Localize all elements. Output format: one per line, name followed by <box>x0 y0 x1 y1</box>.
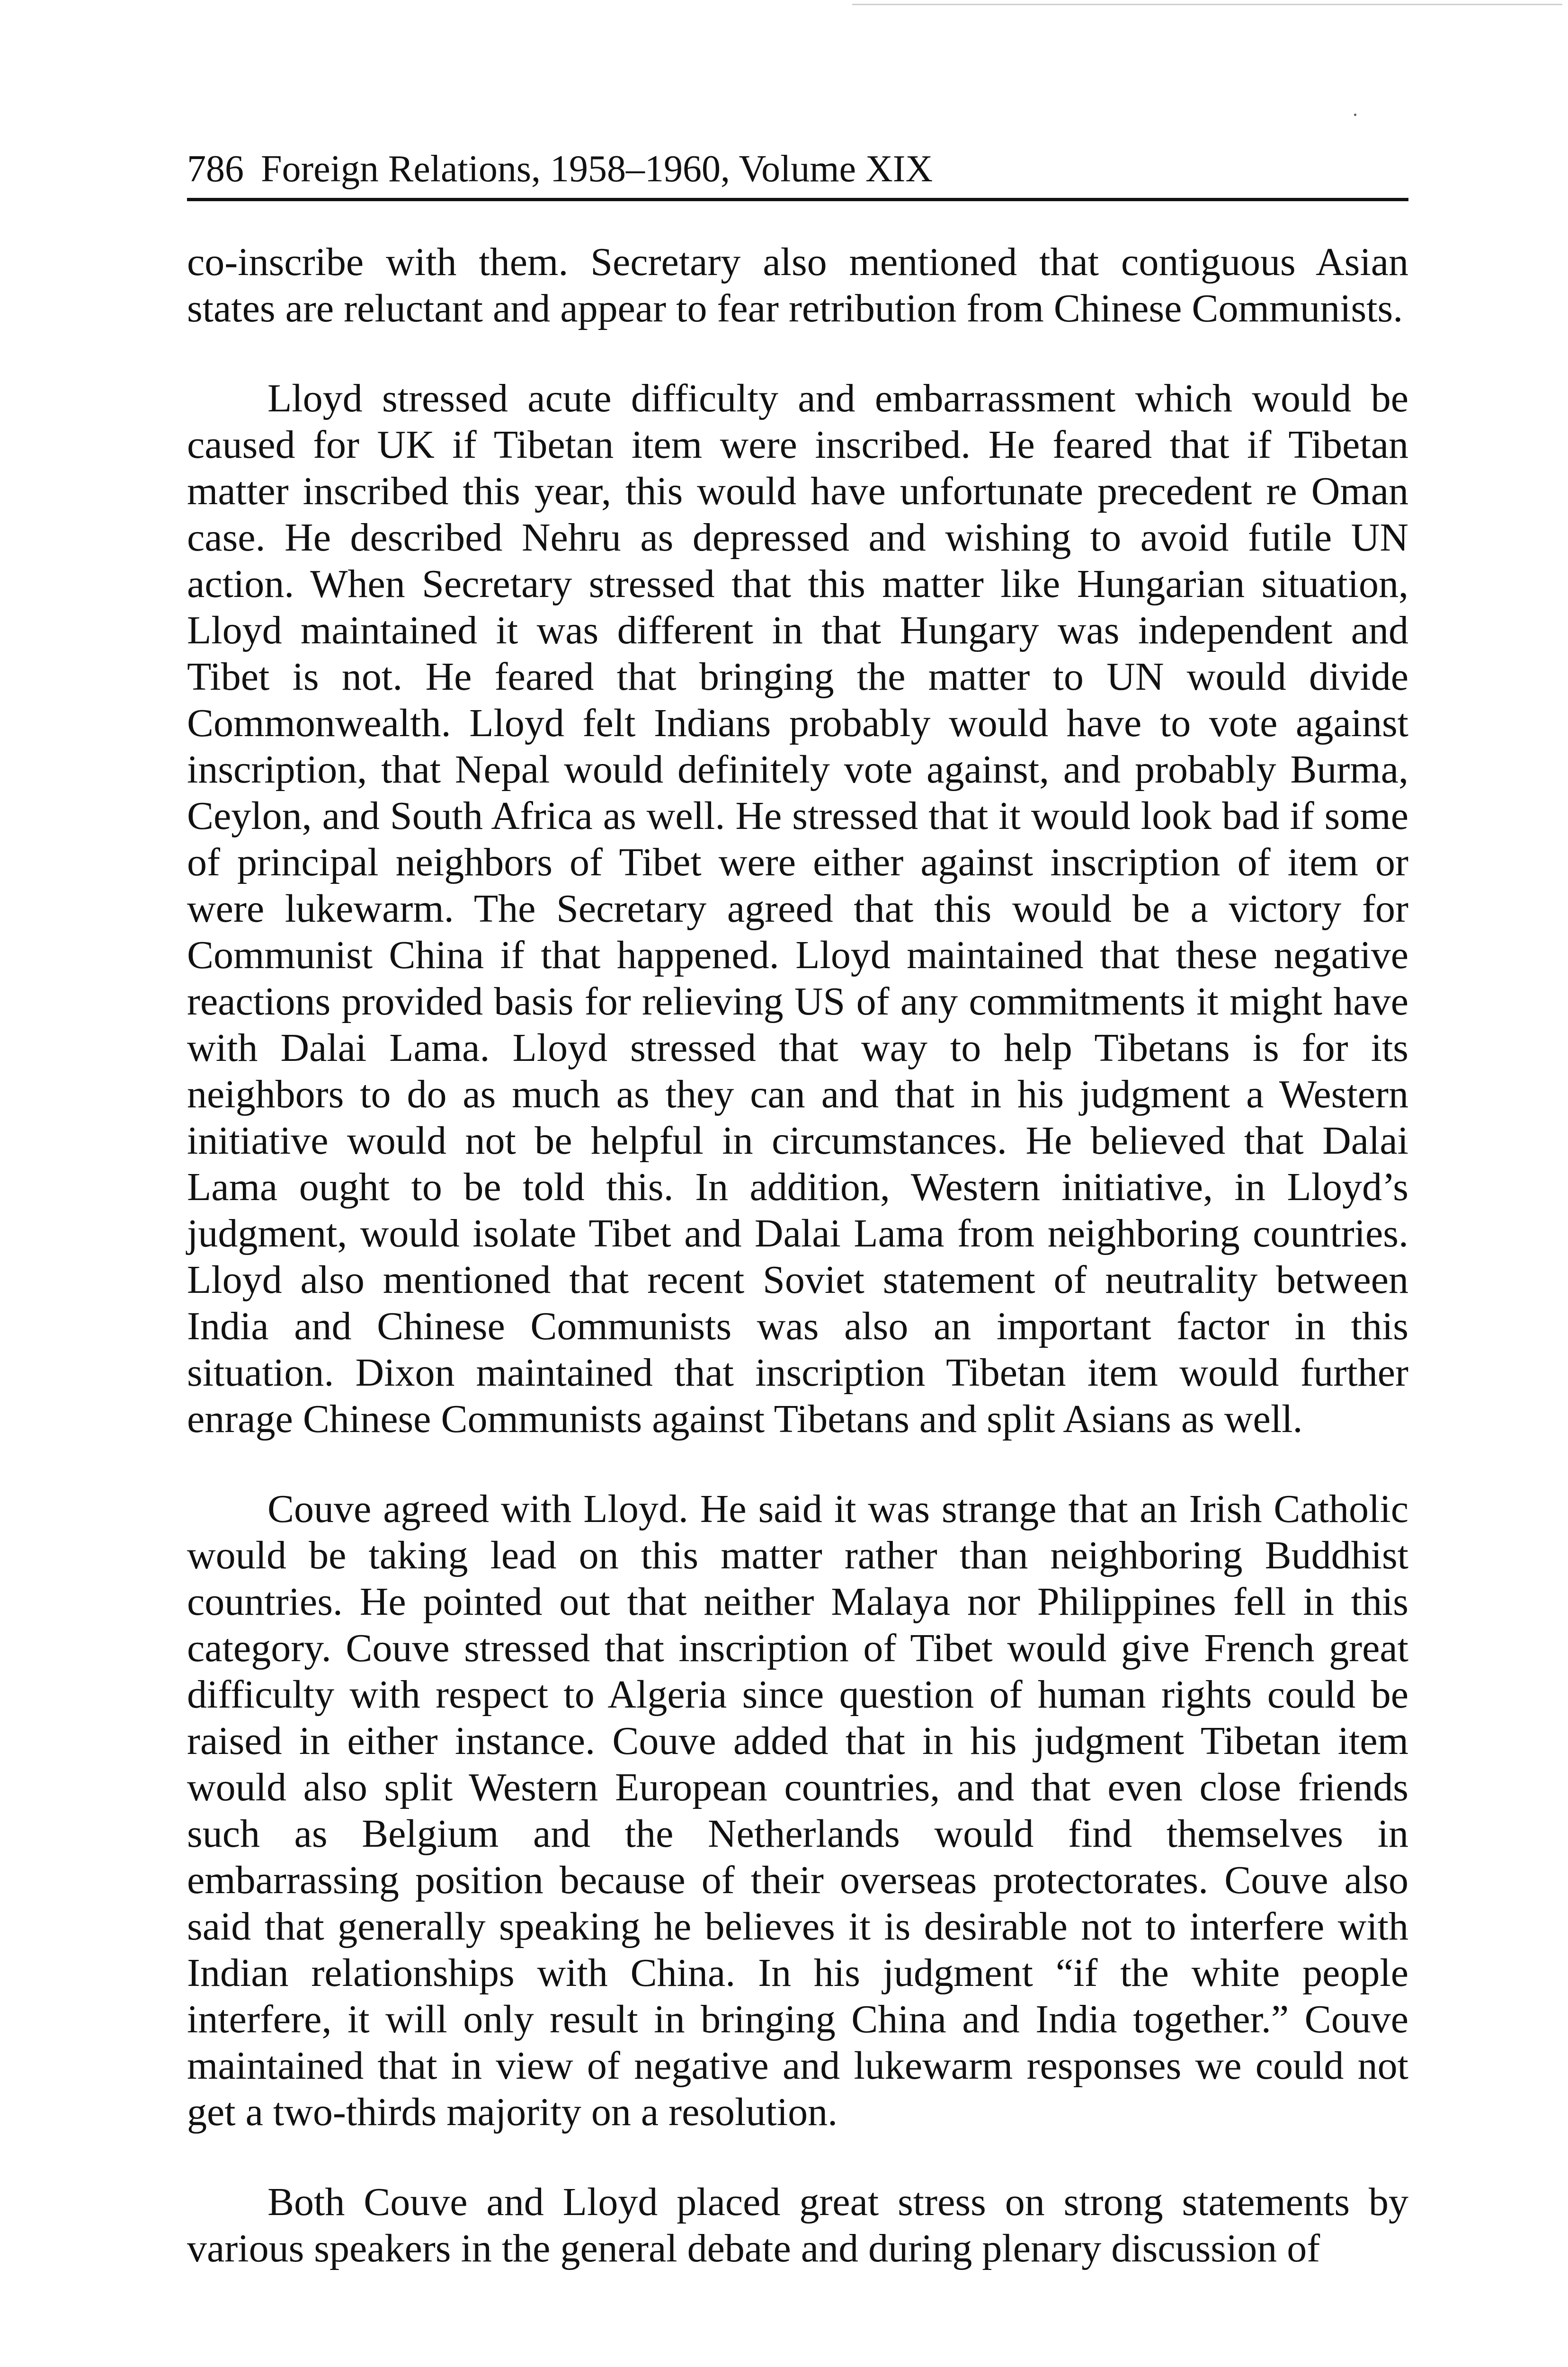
body-text <box>187 239 1408 2272</box>
paragraph-continued: co-inscribe with them. Secretary also mentioned that contiguous Asian states are reluctant and appear to fear retribution from Chinese Communists. <box>187 240 1408 330</box>
document-page <box>187 0 1408 2367</box>
scan-speck <box>1354 114 1356 116</box>
running-title: Foreign Relations, 1958–1960, Volume XIX <box>261 148 933 190</box>
header-rule <box>187 198 1408 201</box>
paragraph-couve: Couve agreed with Lloyd. He said it was strange that an Irish Catholic would be taking lead on this matter rather than neighboring Buddhist countries. He pointed out that neither Malaya nor Philippines fell in this category. Couve stressed that inscription of Tibet would give French great difficulty with respect to Algeria since question of human rights could be raised in either instance. Couve added that in his judgment Tibetan item would also split Western European countries, and that even close friends such as Belgium and the Netherlands would find themselves in embarrassing position because of their overseas protectorates. Couve also said that generally speaking he believes it is desirable not to interfere with Indian relationships with China. In his judgment “if the white people interfere, it will only result in bringing China and India together.” Couve maintained that in view of negative and lukewarm responses we could not get a two-thirds majority on a resolution. <box>187 1487 1408 2134</box>
running-head <box>187 142 1408 196</box>
paragraph-lloyd: Lloyd stressed acute difficulty and embarrassment which would be caused for UK if Tibetan item were inscribed. He feared that if Tibetan matter inscribed this year, this would have unfortunate precedent re Oman case. He described Nehru as depressed and wishing to avoid futile UN action. When Secretary stressed that this matter like Hungarian situation, Lloyd maintained it was different in that Hungary was independent and Tibet is not. He feared that bringing the matter to UN would divide Commonwealth. Lloyd felt Indians probably would have to vote against inscription, that Nepal would definitely vote against, and probably Burma, Ceylon, and South Africa as well. He stressed that it would look bad if some of principal neighbors of Tibet were either against inscription of item or were lukewarm. The Secretary agreed that this would be a victory for Communist China if that happened. Lloyd maintained that these negative reactions provided basis for relieving US of any commitments it might have with Dalai Lama. Lloyd stressed that way to help Tibetans is for its neighbors to do as much as they can and that in his judgment a Western initiative would not be helpful in circumstances. He believed that Dalai Lama ought to be told this. In addition, Western initiative, in Lloyd’s judgment, would isolate Tibet and Dalai Lama from neighboring countries. Lloyd also mentioned that recent Soviet statement of neutrality between India and Chinese Communists was also an important factor in this situation. Dixon maintained that inscription Tibetan item would further enrage Chinese Communists against Tibetans and split Asians as well. <box>187 376 1408 1441</box>
page-number: 786 <box>187 148 244 190</box>
paragraph-closing: Both Couve and Lloyd placed great stress on strong statements by various speakers in the general debate and during plenary discussion of <box>187 2180 1408 2270</box>
